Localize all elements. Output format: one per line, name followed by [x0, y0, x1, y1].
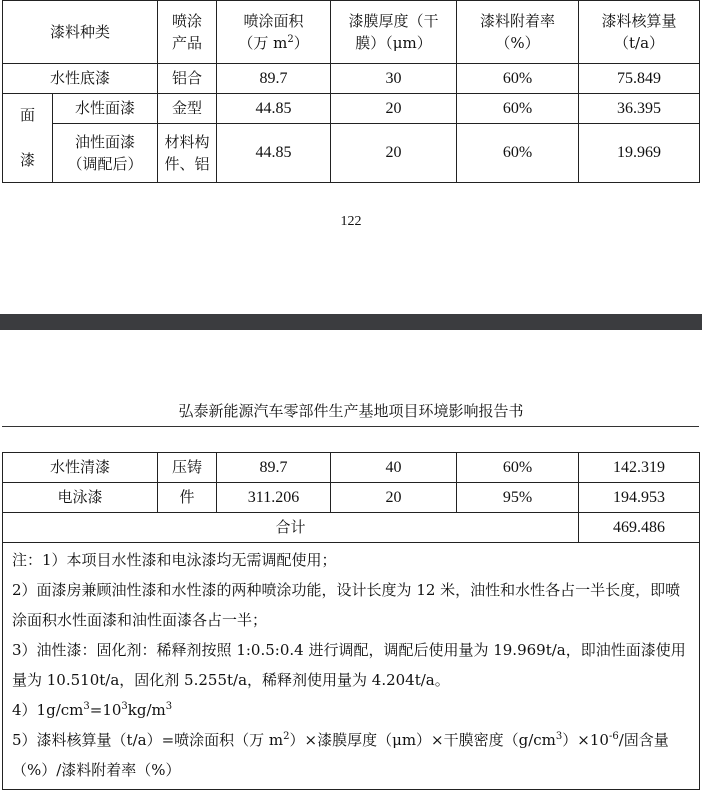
table-row: [3, 94, 700, 124]
row-name: 水性底漆: [3, 64, 158, 94]
note-3: 3）油性漆：固化剂：稀释剂按照 1:0.5:0.4 进行调配，调配后使用量为 19.969t/a，即油性面漆使用量为 10.510t/a，固化剂 5.255t/a，稀释剂使用量为 4.204t/a。: [12, 641, 686, 689]
header-film-thickness: 漆膜厚度（干 膜）（μm）: [331, 1, 457, 64]
row-name: 电泳漆: [3, 483, 158, 513]
notes-row: [3, 543, 700, 790]
row-name: 水性清漆: [3, 453, 158, 483]
row-adhesion: 60%: [457, 94, 579, 124]
row-thickness: 20: [331, 483, 457, 513]
row-adhesion: 95%: [457, 483, 579, 513]
row-thickness: 30: [331, 64, 457, 94]
running-header: 弘泰新能源汽车零部件生产基地项目环境影响报告书: [178, 402, 524, 420]
row-area: 89.7: [217, 64, 331, 94]
note-4: $4)1g/cm^3=10^3kg/m^3$: [12, 701, 173, 719]
header-product: 喷涂 产品: [158, 1, 217, 64]
row-amount: 194.953: [579, 483, 700, 513]
row-amount: 36.395: [579, 94, 700, 124]
page-separator: [0, 314, 702, 330]
coating-table-top: [2, 0, 700, 183]
note-1: 注：1）本项目水性漆和电泳漆均无需调配使用；: [12, 551, 337, 569]
note-2: 2）面漆房兼顾油性漆和水性漆的两种喷涂功能，设计长度为 12 米，油性和水性各占一半长度，即喷涂面积水性面漆和油性面漆各占一半；: [12, 581, 681, 629]
note-5: 5）漆料核算量（t/a）=喷涂面积（万 $m^2)\times$漆膜厚度（μm）×干膜密度$(g/cm^3)\times 10^{-6}/$固含量（%）/漆料附着率（%）: [12, 731, 669, 779]
row-product: 铝合: [158, 64, 217, 94]
table-row: [3, 453, 700, 483]
row-name: 水性面漆: [53, 94, 158, 124]
table-row: [3, 64, 700, 94]
row-amount: 19.969: [579, 124, 700, 183]
row-adhesion: 60%: [457, 64, 579, 94]
row-area: 44.85: [217, 124, 331, 183]
row-adhesion: 60%: [457, 453, 579, 483]
row-area: 311.206: [217, 483, 331, 513]
row-product: 材料构 件、铝: [158, 124, 217, 183]
row-product: 压铸: [158, 453, 217, 483]
header-coating-type: 漆料种类: [3, 1, 158, 64]
table-row: [3, 124, 700, 183]
row-adhesion: 60%: [457, 124, 579, 183]
table-header-row: [3, 1, 700, 64]
row-amount: 75.849: [579, 64, 700, 94]
header-rule: [2, 426, 699, 427]
row-product: 件: [158, 483, 217, 513]
topcoat-group-label: 面 漆: [3, 94, 53, 183]
row-amount: 142.319: [579, 453, 700, 483]
header-spray-area: 喷涂面积 （万 $m^2$）: [217, 1, 331, 64]
header-coating-amount: 漆料核算量 （t/a）: [579, 1, 700, 64]
row-product: 金型: [158, 94, 217, 124]
row-thickness: 40: [331, 453, 457, 483]
table-row: [3, 483, 700, 513]
total-value: 469.486: [579, 513, 700, 543]
notes-cell: [3, 543, 700, 790]
header-adhesion-rate: 漆料附着率 （%）: [457, 1, 579, 64]
row-thickness: 20: [331, 124, 457, 183]
row-area: 44.85: [217, 94, 331, 124]
page-number: 122: [340, 214, 362, 229]
row-name: 油性面漆 （调配后）: [53, 124, 158, 183]
row-area: 89.7: [217, 453, 331, 483]
total-row: [3, 513, 700, 543]
coating-table-bottom: [2, 452, 700, 790]
total-label: 合计: [3, 513, 579, 543]
row-thickness: 20: [331, 94, 457, 124]
